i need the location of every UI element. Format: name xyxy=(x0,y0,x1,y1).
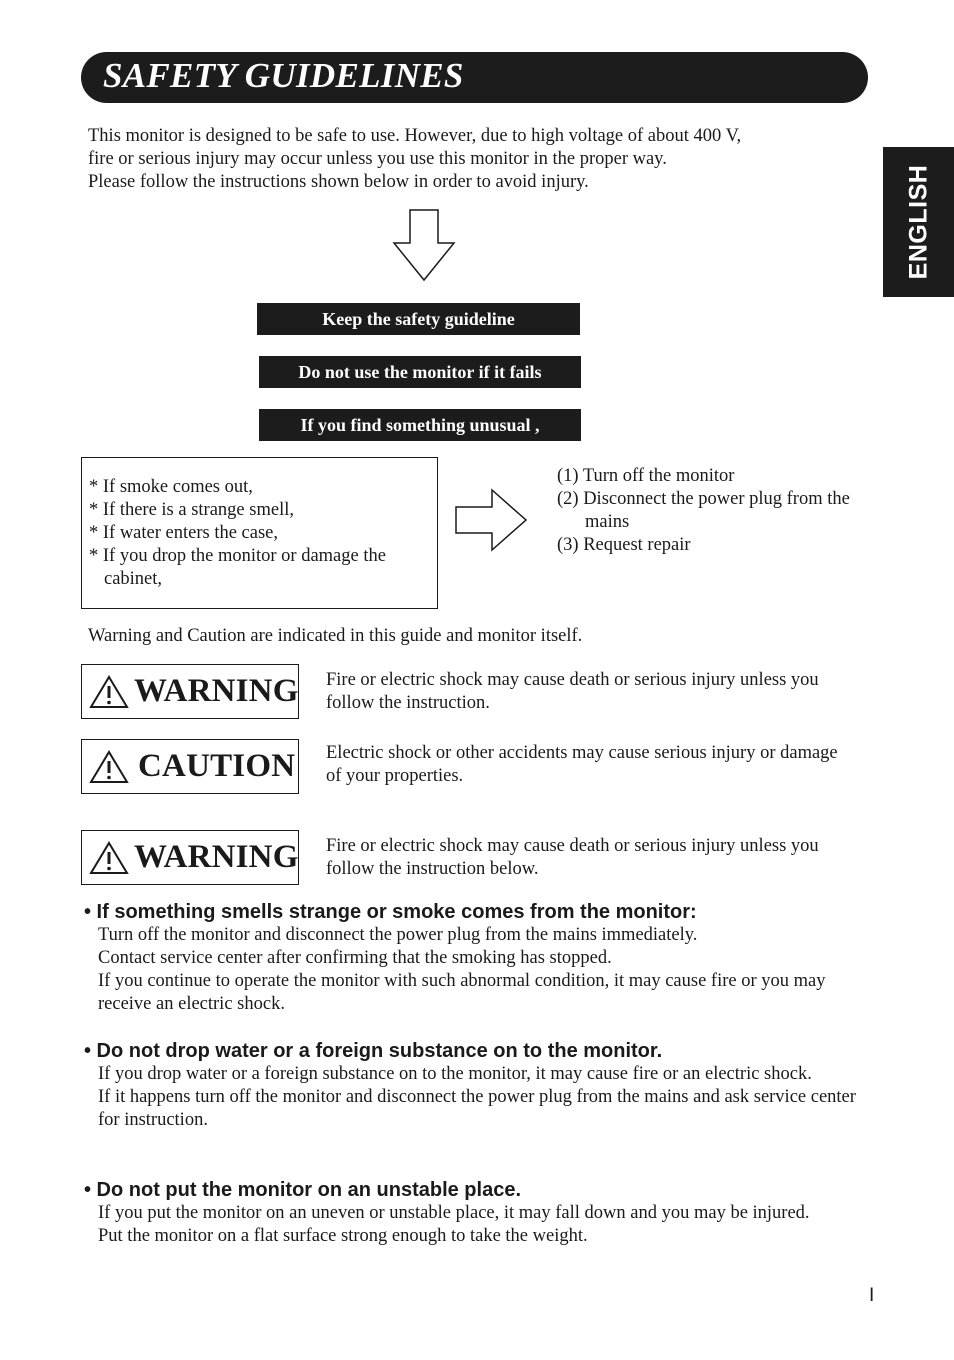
action-item: (3) Request repair xyxy=(557,535,691,555)
warning-sign xyxy=(81,664,299,719)
caution-triangle-icon xyxy=(89,750,129,784)
flow-label-keep-guideline: Keep the safety guideline xyxy=(257,303,580,335)
item-paragraph: If you put the monitor on an uneven or unstable place, it may fall down and you may be injured. xyxy=(98,1203,810,1223)
down-arrow-icon xyxy=(390,207,458,283)
item-heading: • Do not put the monitor on an unstable place. xyxy=(84,1179,522,1201)
sign-word: WARNING xyxy=(134,673,299,709)
item-body xyxy=(98,1202,866,1248)
warning-sign xyxy=(81,830,299,885)
right-arrow-icon xyxy=(453,487,529,553)
sign-description: Fire or electric shock may cause death or serious injury unless you follow the instruction below. xyxy=(326,836,819,879)
item-heading: • Do not drop water or a foreign substance on to the monitor. xyxy=(84,1040,663,1062)
flow-label-do-not-use: Do not use the monitor if it fails xyxy=(259,356,581,388)
warning-triangle-icon xyxy=(89,675,129,709)
item-paragraph: If it happens turn off the monitor and disconnect the power plug from the mains and ask service center for instruction. xyxy=(98,1087,856,1130)
item-heading: • If something smells strange or smoke comes from the monitor: xyxy=(84,901,697,923)
language-tab xyxy=(883,147,954,297)
condition-item: * If water enters the case, xyxy=(89,523,279,543)
item-body xyxy=(98,1063,866,1132)
item-paragraph: Put the monitor on a flat surface strong enough to take the weight. xyxy=(98,1226,588,1246)
conditions-box xyxy=(81,457,438,609)
intro-line: fire or serious injury may occur unless you use this monitor in the proper way. xyxy=(88,149,667,169)
sign-description: Fire or electric shock may cause death or serious injury unless you follow the instruction. xyxy=(326,670,819,713)
item-paragraph: If you continue to operate the monitor with such abnormal condition, it may cause fire or you may receive an electric shock. xyxy=(98,971,826,1014)
title-bar xyxy=(81,52,868,103)
condition-item: * If there is a strange smell, xyxy=(89,500,294,520)
condition-item: * If smoke comes out, xyxy=(89,477,253,497)
warning-triangle-icon xyxy=(89,841,129,875)
intro-paragraph xyxy=(88,125,848,194)
actions-list xyxy=(557,465,867,557)
language-tab-label: ENGLISH xyxy=(904,164,932,280)
item-paragraph: If you drop water or a foreign substance on to the monitor, it may cause fire or an electric shock. xyxy=(98,1064,812,1084)
intro-line: Please follow the instructions shown below in order to avoid injury. xyxy=(88,172,589,192)
action-item: (1) Turn off the monitor xyxy=(557,466,735,486)
intro-line: This monitor is designed to be safe to use. However, due to high voltage of about 400 V, xyxy=(88,126,742,146)
flow-label-something-unusual: If you find something unusual , xyxy=(259,409,581,441)
caution-sign xyxy=(81,739,299,794)
sign-word: WARNING xyxy=(134,839,299,875)
sign-word: CAUTION xyxy=(138,748,296,784)
conditions-list xyxy=(89,476,439,591)
condition-item: * If you drop the monitor or damage the cabinet, xyxy=(89,546,386,589)
item-paragraph: Turn off the monitor and disconnect the power plug from the mains immediately. xyxy=(98,925,698,945)
page-number: I xyxy=(869,1285,875,1306)
indication-note: Warning and Caution are indicated in this guide and monitor itself. xyxy=(88,626,583,646)
action-item: (2) Disconnect the power plug from the mains xyxy=(557,489,850,532)
sign-description: Electric shock or other accidents may cause serious injury or damage of your properties. xyxy=(326,743,838,786)
item-paragraph: Contact service center after confirming that the smoking has stopped. xyxy=(98,948,612,968)
page-title: SAFETY GUIDELINES xyxy=(103,56,464,95)
item-body xyxy=(98,924,866,1016)
